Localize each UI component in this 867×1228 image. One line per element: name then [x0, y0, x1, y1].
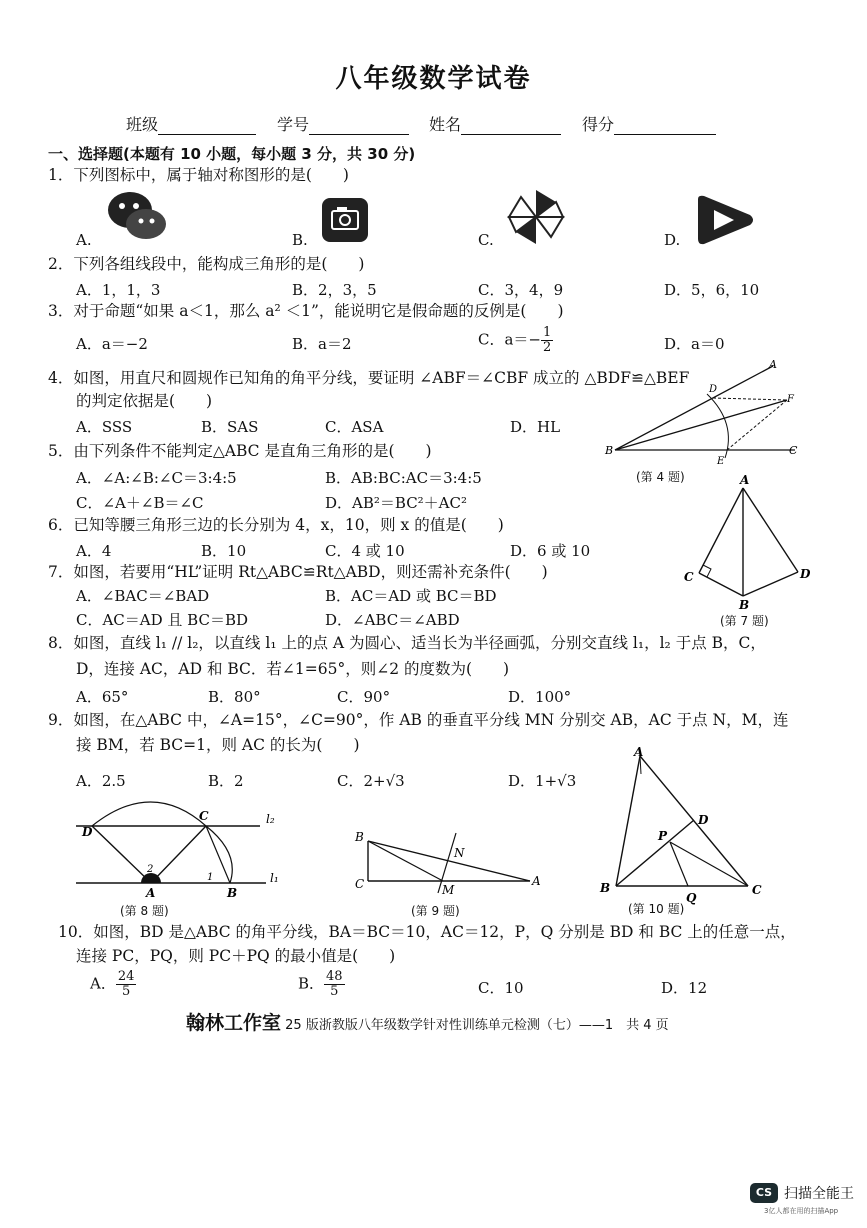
q10-option-b: B． $\frac{48}{5}$ — [298, 969, 343, 999]
q4-line2: 的判定依据是( ) — [76, 392, 213, 410]
q3-stem: 3．对于命题“如果 a＜1，那么 a² ＜1”，能说明它是假命题的反例是( ) — [48, 302, 564, 320]
q7-option-b: B．AC＝AD 或 BC＝BD — [325, 587, 497, 605]
q3-option-b: B．a＝2 — [292, 335, 352, 353]
footer-text: 25 版浙教版八年级数学针对性训练单元检测（七）——1 共 4 页 — [285, 1018, 669, 1033]
q2-option-a: A．1，1，3 — [76, 281, 161, 299]
q8-line1: 8．如图，直线 l₁ // l₂，以直线 l₁ 上的点 A 为圆心、适当长为半径画弧，分别交直线 l₁，l₂ 于点 B，C， — [48, 634, 766, 652]
q8-option-a: A．65° — [76, 688, 129, 706]
svg-text:E: E — [717, 456, 725, 467]
svg-text:M: M — [442, 883, 455, 897]
q10-option-c: C．10 — [478, 979, 524, 997]
id-field: 学号 — [277, 112, 409, 135]
q8-option-d: D．100° — [508, 688, 572, 706]
svg-text:B: B — [600, 881, 611, 895]
q5-option-b: B．AB:BC:AC＝3:4:5 — [325, 469, 482, 487]
footer — [186, 1008, 669, 1035]
q10-line1: 10．如图，BD 是△ABC 的角平分线，BA＝BC＝10，AC＝12，P，Q 分别是 BD 和 BC 上的任意一点， — [58, 923, 796, 941]
watermark-tagline: 3亿人都在用的扫描App — [764, 1207, 839, 1215]
svg-text:A: A — [146, 886, 156, 900]
q4-option-c: C．ASA — [325, 418, 384, 436]
page-title: 八年级数学试卷 — [335, 64, 532, 94]
q4-option-d: D．HL — [510, 418, 561, 436]
svg-text:l₂: l₂ — [266, 812, 275, 826]
q3-option-d: D．a＝0 — [664, 335, 725, 353]
q7-option-a: A．∠BAC＝∠BAD — [76, 587, 210, 605]
svg-text:l₁: l₁ — [270, 871, 279, 885]
svg-text:A: A — [769, 358, 777, 371]
q6-option-d: D．6 或 10 — [510, 542, 591, 560]
q9-line1: 9．如图，在△ABC 中，∠A=15°，∠C=90°，作 AB 的垂直平分线 MN 分别交 AB，AC 于点 N，M，连 — [48, 711, 789, 729]
class-field: 班级 — [126, 112, 256, 135]
q7-figure — [680, 472, 815, 612]
pinwheel-icon — [506, 188, 566, 246]
q10-option-a: A． $\frac{24}{5}$ — [90, 969, 135, 999]
q3-option-a: A．a＝−2 — [76, 335, 148, 353]
q4-figure — [605, 358, 805, 468]
q9-option-d: D．1+√3 — [508, 772, 577, 790]
q4-caption: (第 4 题) — [636, 470, 685, 484]
q6-stem: 6．已知等腰三角形三边的长分别为 4，x，10，则 x 的值是( ) — [48, 516, 504, 534]
q9-figure — [350, 825, 550, 900]
q6-option-b: B．10 — [201, 542, 247, 560]
q2-option-d: D．5，6，10 — [664, 281, 760, 299]
q6-option-a: A．4 — [76, 542, 112, 560]
q8-option-b: B．80° — [208, 688, 261, 706]
q2-stem: 2．下列各组线段中，能构成三角形的是( ) — [48, 255, 365, 273]
svg-text:A: A — [634, 745, 644, 759]
camscanner-logo: CS — [750, 1183, 778, 1203]
q4-option-b: B．SAS — [201, 418, 259, 436]
svg-text:D: D — [800, 567, 811, 581]
svg-text:D: D — [82, 825, 93, 839]
watermark-name: 扫描全能王 — [784, 1186, 854, 1202]
svg-text:Q: Q — [686, 891, 697, 905]
play-icon — [694, 193, 758, 247]
q1-option-d: D. — [664, 231, 681, 249]
q7-caption: (第 7 题) — [720, 614, 769, 628]
q7-option-d: D．∠ABC＝∠ABD — [325, 611, 460, 629]
svg-text:B: B — [227, 886, 238, 900]
svg-text:B: B — [355, 830, 364, 844]
svg-text:N: N — [454, 846, 465, 860]
camera-icon — [320, 196, 370, 244]
q2-option-c: C．3，4，9 — [478, 281, 564, 299]
section-heading: 一、选择题(本题有 10 小题，每小题 3 分，共 30 分) — [48, 145, 416, 163]
q4-line1: 4．如图，用直尺和圆规作已知角的角平分线，要证明 ∠ABF＝∠CBF 成立的 △BDF≌△BEF — [48, 369, 690, 387]
q1-stem: 1．下列图标中，属于轴对称图形的是( ) — [48, 166, 349, 184]
q3-option-c: C．a＝− $\frac{1}{2}$ — [478, 325, 552, 355]
q9-option-c: C．2+√3 — [337, 772, 405, 790]
q5-option-a: A．∠A:∠B:∠C＝3:4:5 — [76, 469, 237, 487]
q10-line2: 连接 PC，PQ，则 PC＋PQ 的最小值是( ) — [76, 947, 396, 965]
q1-option-b: B. — [292, 231, 308, 249]
q9-option-a: A．2.5 — [76, 772, 126, 790]
svg-text:B: B — [605, 444, 614, 457]
q4-option-a: A．SSS — [76, 418, 133, 436]
svg-text:B: B — [739, 598, 750, 612]
q8-caption: (第 8 题) — [120, 904, 169, 918]
svg-text:D: D — [698, 813, 709, 827]
q10-caption: (第 10 题) — [628, 902, 685, 916]
q5-stem: 5．由下列条件不能判定△ABC 是直角三角形的是( ) — [48, 442, 432, 460]
svg-text:P: P — [658, 829, 668, 843]
q9-caption: (第 9 题) — [411, 904, 460, 918]
q9-option-b: B．2 — [208, 772, 244, 790]
q9-line2: 接 BM，若 BC=1，则 AC 的长为( ) — [76, 736, 360, 754]
score-field: 得分 — [582, 112, 716, 135]
name-field: 姓名 — [429, 112, 561, 135]
q6-option-c: C．4 或 10 — [325, 542, 405, 560]
q10-figure — [596, 744, 771, 905]
svg-text:C: C — [199, 809, 209, 823]
svg-text:D: D — [709, 384, 718, 395]
q1-option-a: A. — [76, 231, 92, 249]
svg-text:C: C — [684, 570, 694, 584]
wechat-icon — [104, 188, 168, 244]
q5-option-d: D．AB²＝BC²＋AC² — [325, 494, 468, 512]
svg-text:2: 2 — [147, 864, 154, 875]
footer-brand: 翰林工作室 — [186, 1012, 282, 1034]
q10-option-d: D．12 — [661, 979, 708, 997]
q2-option-b: B．2，3，5 — [292, 281, 377, 299]
q8-option-c: C．90° — [337, 688, 391, 706]
svg-text:F: F — [787, 394, 794, 405]
q8-figure — [70, 798, 290, 903]
svg-text:C: C — [752, 883, 762, 897]
svg-text:C: C — [789, 444, 798, 457]
svg-text:A: A — [740, 473, 750, 487]
svg-text:1: 1 — [207, 872, 214, 883]
q7-option-c: C．AC＝AD 且 BC＝BD — [76, 611, 249, 629]
q8-line2: D，连接 AC，AD 和 BC．若∠1=65°，则∠2 的度数为( ) — [76, 660, 510, 678]
svg-text:C: C — [355, 877, 365, 891]
q1-option-c: C. — [478, 231, 494, 249]
q5-option-c: C．∠A＋∠B＝∠C — [76, 494, 204, 512]
q7-stem: 7．如图，若要用“HL”证明 Rt△ABC≌Rt△ABD，则还需补充条件( ) — [48, 563, 548, 581]
svg-text:A: A — [532, 874, 541, 888]
